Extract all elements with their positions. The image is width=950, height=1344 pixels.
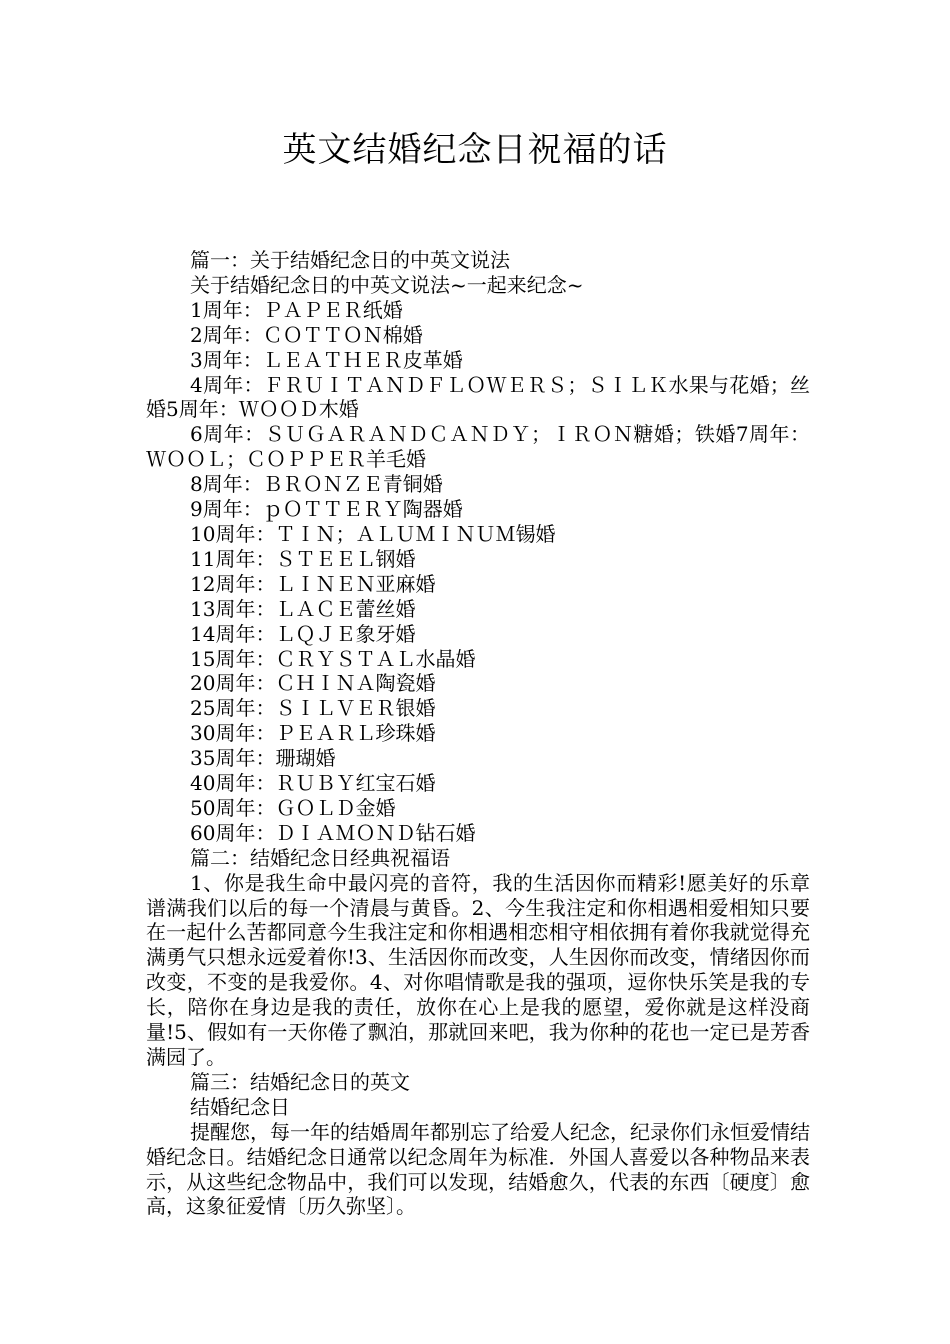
paragraph: 40周年：ＲＵＢＹ红宝石婚 [190, 771, 436, 796]
paragraph: 9周年：ｐＯＴＴＥＲＹ陶器婚 [190, 497, 463, 522]
paragraph: 3周年：ＬＥＡＴＨＥＲ皮革婚 [190, 347, 463, 372]
paragraph: 篇二：结婚纪念日经典祝福语 [190, 845, 450, 870]
paragraph: 篇三：结婚纪念日的英文 [190, 1069, 410, 1094]
paragraph: 12周年：ＬＩＮＥＮ亚麻婚 [190, 571, 436, 596]
paragraph: 10周年：ＴＩＮ；ＡＬＵＭＩＮＵＭ锡婚 [190, 521, 556, 546]
paragraph: 11周年：ＳＴＥＥＬ钢婚 [190, 546, 416, 571]
paragraph: 50周年：ＧＯＬＤ金婚 [190, 795, 396, 820]
paragraph: 35周年：珊瑚婚 [190, 746, 336, 771]
document-body [146, 248, 810, 1219]
paragraph: 20周年：ＣＨＩＮＡ陶瓷婚 [190, 671, 436, 696]
paragraph: 结婚纪念日 [190, 1094, 290, 1119]
paragraph: 篇一：关于结婚纪念日的中英文说法 [190, 248, 510, 272]
paragraph: 4周年：ＦＲＵＩＴＡＮＤＦＬＯＷＥＲＳ；ＳＩＬＫ水果与花婚；丝婚5周年：ＷＯＯＤ木婚 [146, 372, 810, 422]
paragraph: 8周年：ＢＲＯＮＺＥ青铜婚 [190, 472, 443, 497]
paragraph: 1、你是我生命中最闪亮的音符，我的生活因你而精彩!愿美好的乐章谱满我们以后的每一个清晨与黄昏。2、今生我注定和你相遇相爱相知只要在一起什么苦都同意今生我注定和你相遇相恋相守相依拥有着你我就觉得充满勇气只想永远爱着你!3、生活因你而改变，人生因你而改变，情绪因你而改变，不变的是我爱你。4、对你唱情歌是我的强项，逗你快乐笑是我的专长，陪你在身边是我的责任，放你在心上是我的愿望，爱你就是这样没商量!5、假如有一天你倦了飘泊，那就回来吧，我为你种的花也一定已是芳香满园了。 [146, 870, 810, 1069]
paragraph: 60周年：ＤＩＡＭＯＮＤ钻石婚 [190, 820, 476, 845]
paragraph: 25周年：ＳＩＬＶＥＲ银婚 [190, 696, 436, 721]
paragraph: 关于结婚纪念日的中英文说法~一起来纪念~ [190, 272, 584, 297]
paragraph: 14周年：ＬＱＪＥ象牙婚 [190, 621, 416, 646]
paragraph: 30周年：ＰＥＡＲＬ珍珠婚 [190, 721, 436, 746]
paragraph: 15周年：ＣＲＹＳＴＡＬ水晶婚 [190, 646, 476, 671]
paragraph: 1周年：ＰＡＰＥＲ纸婚 [190, 297, 403, 322]
paragraph: 2周年：ＣＯＴＴＯＮ棉婚 [190, 322, 423, 347]
document-title: 英文结婚纪念日祝福的话 [282, 130, 668, 170]
paragraph: 提醒您，每一年的结婚周年都别忘了给爱人纪念，纪录你们永恒爱情结婚纪念日。结婚纪念日通常以纪念周年为标准．外国人喜爱以各种物品来表示，从这些纪念物品中，我们可以发现，结婚愈久，代表的东西〔硬度〕愈高，这象征爱情〔历久弥坚〕。 [146, 1119, 810, 1219]
paragraph: 13周年：ＬＡＣＥ蕾丝婚 [190, 596, 416, 621]
paragraph: 6周年：ＳＵＧＡＲＡＮＤＣＡＮＤＹ；ＩＲＯＮ糖婚；铁婚7周年：ＷＯＯＬ；ＣＯＰＰＥＲ羊毛婚 [146, 422, 810, 472]
